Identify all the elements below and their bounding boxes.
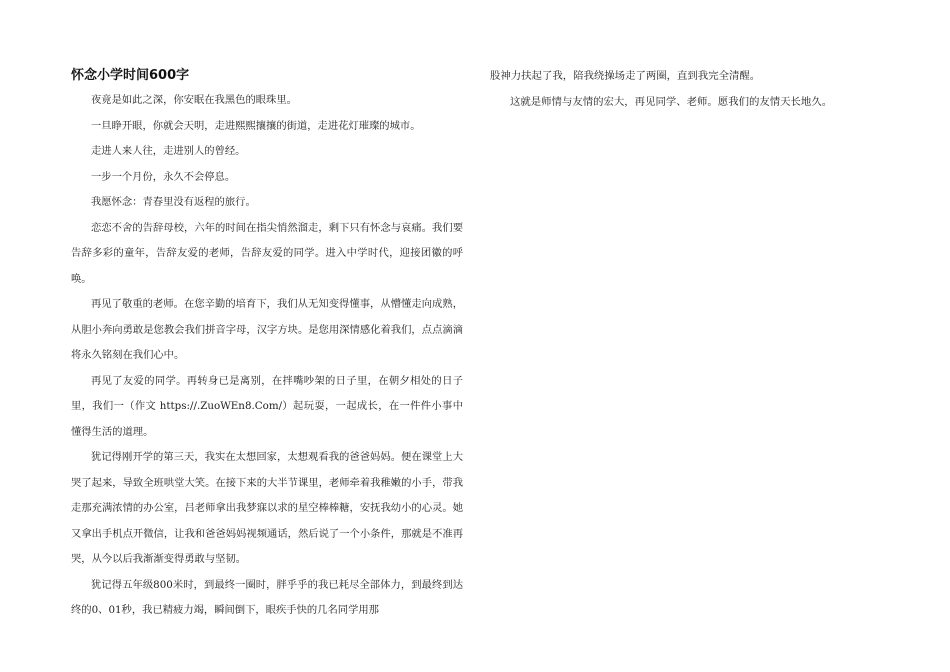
paragraph: 恋恋不舍的告辞母校，六年的时间在指尖悄然溜走，剩下只有怀念与哀痛。我们要告辞多彩的童年，告辞友爱的老师，告辞友爱的同学。进入中学时代，迎接团徽的呼唤。 — [71, 221, 463, 285]
document-title: 怀念小学时间600字 — [71, 68, 190, 83]
paragraph: 犹记得五年级800米时，到最终一圈时，胖乎乎的我已耗尽全部体力，到最终到达终的0、01秒，我已精疲力竭，瞬间倒下，眼疾手快的几名同学用那 — [71, 578, 463, 616]
paragraph: 我愿怀念：青春里没有返程的旅行。 — [91, 196, 256, 208]
paragraph: 再见了敬重的老师。在您辛勤的培育下，我们从无知变得懂事，从懵懂走向成熟，从胆小奔向勇敢是您教会我们拼音字母，汉字方块。是您用深情感化着我们，点点滴滴将永久铭刻在我们心中。 — [71, 298, 463, 361]
paragraph: 一旦睁开眼，你就会天明，走进熙熙攘攘的街道，走进花灯璀璨的城市。 — [91, 119, 421, 132]
left-column — [71, 64, 463, 624]
right-column — [490, 64, 882, 115]
paragraph: 这就是师情与友情的宏大，再见同学、老师。愿我们的友情天长地久。 — [510, 95, 833, 108]
paragraph: 夜竟是如此之深，你安眠在我黑色的眼珠里。 — [91, 94, 297, 106]
paragraph: 再见了友爱的同学。再转身已是离别，在拌嘴吵架的日子里，在朝夕相处的日子里，我们一（作文 https://.ZuoWEn8.Com/）起玩耍，一起成长，在一件件小事中懂得生活的道理。 — [71, 374, 463, 438]
paragraph: 犹记得刚开学的第三天，我实在太想回家，太想观看我的爸爸妈妈。便在课堂上大哭了起来，导致全班哄堂大笑。在接下来的大半节课里，老师牵着我稚嫩的小手，带我走那充满浓情的办公室，吕老师拿出我梦寐以求的星空棒棒糖，安抚我幼小的心灵。她又拿出手机点开微信，让我和爸爸妈妈视频通话，然后说了一个小条件，那就是不准再哭，从今以后我渐渐变得勇敢与坚韧。 — [71, 451, 463, 565]
paragraph-continued: 股神力扶起了我，陪我绕操场走了两圈，直到我完全清醒。 — [490, 70, 761, 82]
paragraph: 走进人来人往，走进别人的曾经。 — [91, 145, 246, 157]
paragraph: 一步一个月份，永久不会停息。 — [91, 170, 236, 183]
